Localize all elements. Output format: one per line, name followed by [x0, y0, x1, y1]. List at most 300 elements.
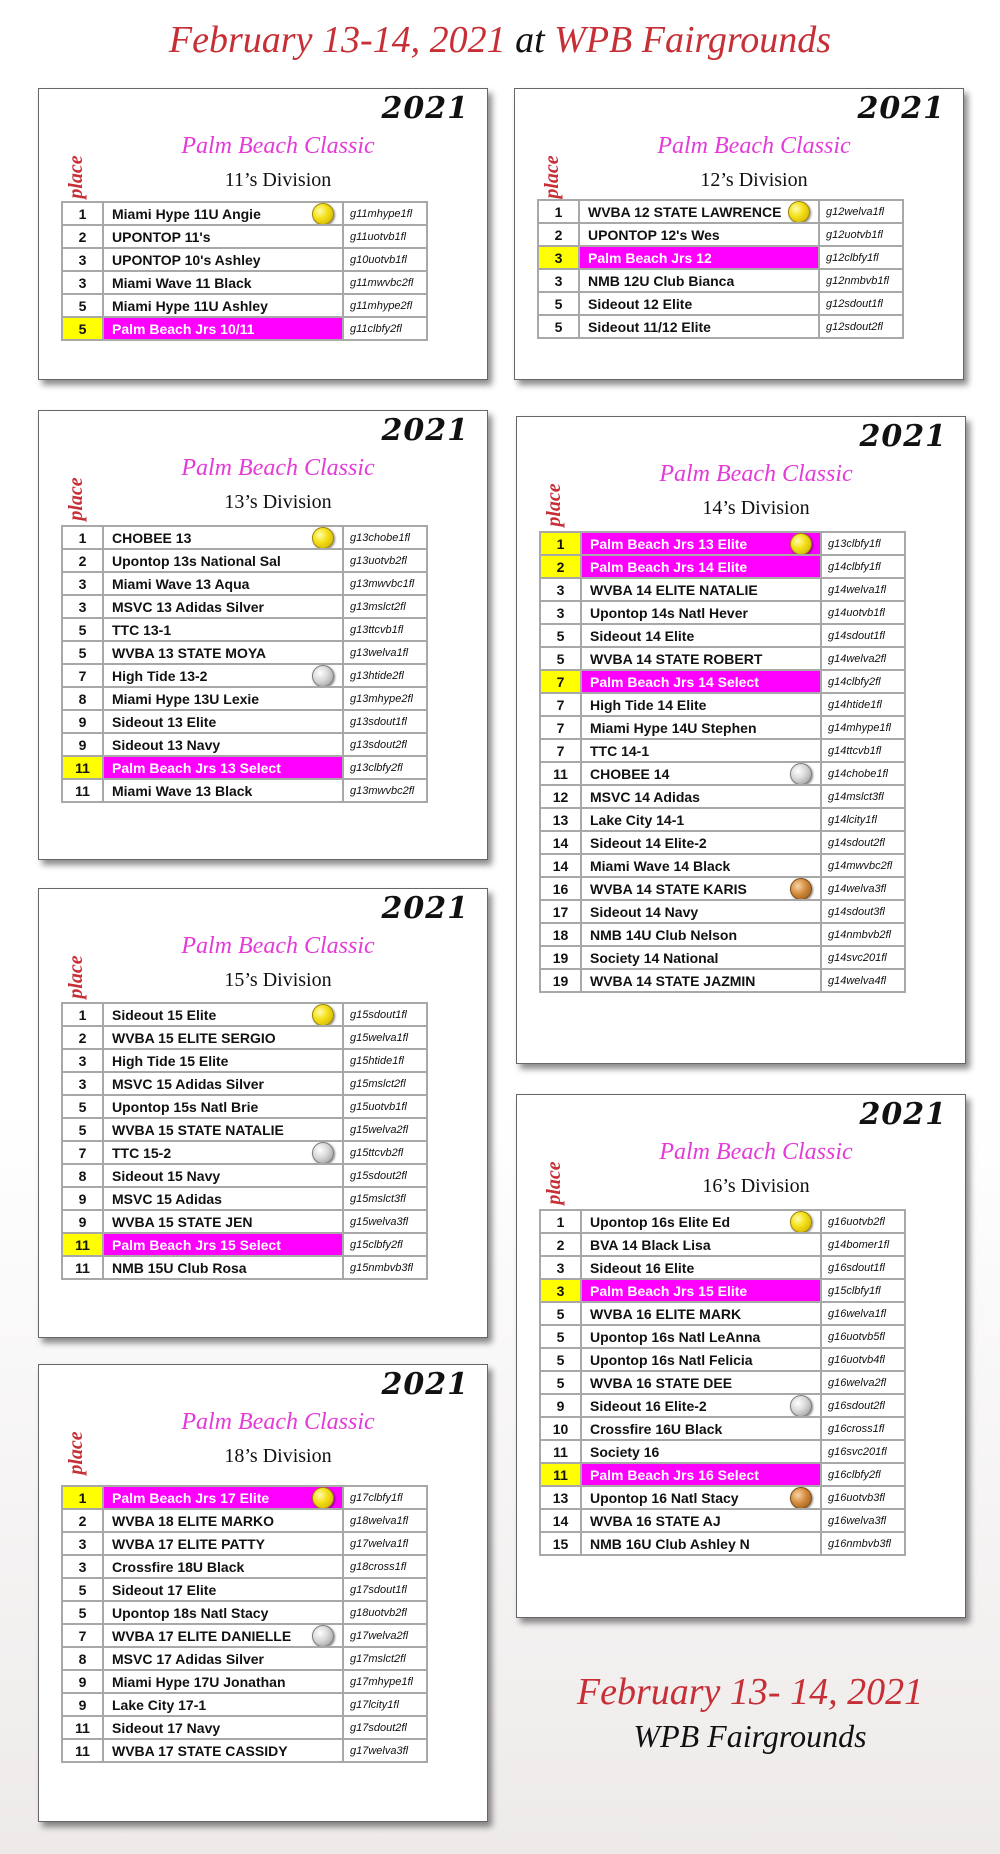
team-name: Upontop 16s Natl LeAnna	[590, 1328, 761, 1345]
team-cell	[581, 1256, 821, 1279]
result-row	[540, 1371, 905, 1394]
result-row	[62, 1693, 427, 1716]
team-cell	[581, 716, 821, 739]
team-code-cell: g14clbfy2fl	[821, 670, 905, 693]
team-code-cell: g15welva1fl	[343, 1026, 427, 1049]
place-cell: 3	[540, 578, 581, 601]
team-name: Upontop 16s Natl Felicia	[590, 1351, 753, 1368]
team-code-cell: g11uotvb1fl	[343, 225, 427, 248]
division-card-15	[38, 888, 488, 1338]
result-row	[540, 1532, 905, 1555]
team-cell	[581, 647, 821, 670]
team-name: Sideout 13 Elite	[112, 713, 217, 730]
result-row	[538, 315, 903, 338]
results-table	[539, 531, 906, 993]
result-row	[540, 647, 905, 670]
team-code-cell: g16welva3fl	[821, 1509, 905, 1532]
team-code-cell: g15mslct2fl	[343, 1072, 427, 1095]
result-row	[538, 200, 903, 223]
result-row	[62, 1555, 427, 1578]
team-code-cell: g14mwvbc2fl	[821, 854, 905, 877]
team-code-cell: g11mwvbc2fl	[343, 271, 427, 294]
place-cell: 5	[540, 647, 581, 670]
result-row	[540, 716, 905, 739]
result-row	[538, 269, 903, 292]
team-name: Sideout 17 Navy	[112, 1719, 221, 1736]
team-code-cell: g14ttcvb1fl	[821, 739, 905, 762]
result-row	[62, 687, 427, 710]
result-row	[62, 1210, 427, 1233]
team-code-cell: g14sdout1fl	[821, 624, 905, 647]
team-cell	[581, 785, 821, 808]
result-row	[62, 595, 427, 618]
place-cell: 9	[62, 1670, 103, 1693]
team-cell	[103, 202, 343, 225]
result-row	[540, 693, 905, 716]
team-cell	[103, 779, 343, 802]
title-at: at	[515, 19, 545, 61]
place-label: place	[65, 477, 87, 521]
team-code-cell: g16cross1fl	[821, 1417, 905, 1440]
team-name: Palm Beach Jrs 14 Select	[590, 673, 759, 690]
team-code-cell: g12sdout2fl	[819, 315, 903, 338]
team-name: TTC 13-1	[112, 621, 172, 638]
team-name: Society 16	[590, 1443, 660, 1460]
team-code-cell: g17sdout2fl	[343, 1716, 427, 1739]
team-cell	[581, 1486, 821, 1509]
team-code-cell: g15clbfy2fl	[343, 1233, 427, 1256]
team-code-cell: g14sdout2fl	[821, 831, 905, 854]
team-code-cell: g17welva2fl	[343, 1624, 427, 1647]
team-name: WVBA 16 STATE DEE	[590, 1374, 733, 1391]
place-cell: 7	[62, 1141, 103, 1164]
team-code-cell: g15uotvb1fl	[343, 1095, 427, 1118]
team-cell	[103, 1164, 343, 1187]
result-row	[62, 1716, 427, 1739]
result-row	[540, 1256, 905, 1279]
division-card-18	[38, 1364, 488, 1822]
team-code-cell: g17lcity1fl	[343, 1693, 427, 1716]
team-name: High Tide 14 Elite	[590, 696, 707, 713]
result-row	[62, 526, 427, 549]
result-row	[540, 1486, 905, 1509]
result-row	[62, 1164, 427, 1187]
gold-medal-icon	[312, 1004, 334, 1026]
team-cell	[103, 572, 343, 595]
place-cell: 9	[62, 1693, 103, 1716]
place-cell: 11	[540, 762, 581, 785]
team-name: Upontop 14s Natl Hever	[590, 604, 748, 621]
team-code-cell: g12clbfy1fl	[819, 246, 903, 269]
team-code-cell: g13htide2fl	[343, 664, 427, 687]
card-year: 2021	[859, 1097, 947, 1132]
team-name: Palm Beach Jrs 15 Elite	[590, 1282, 748, 1299]
team-code-cell: g11clbfy2fl	[343, 317, 427, 340]
team-cell	[103, 317, 343, 340]
place-cell: 11	[62, 1233, 103, 1256]
team-cell	[581, 693, 821, 716]
team-name: WVBA 15 STATE NATALIE	[112, 1121, 284, 1138]
place-cell: 3	[538, 269, 579, 292]
division-name: 11’s Division	[224, 169, 332, 191]
results-table	[61, 525, 428, 803]
bronze-medal-icon	[790, 1487, 812, 1509]
team-name: NMB 15U Club Rosa	[112, 1259, 247, 1276]
place-cell: 1	[62, 202, 103, 225]
place-cell: 5	[62, 641, 103, 664]
place-cell: 1	[62, 1486, 103, 1509]
result-row	[62, 271, 427, 294]
team-code-cell: g17welva3fl	[343, 1739, 427, 1762]
card-year: 2021	[859, 419, 947, 454]
team-name: Miami Hype 14U Stephen	[590, 719, 757, 736]
title-venue: WPB Fairgrounds	[554, 19, 832, 61]
team-code-cell: g14lcity1fl	[821, 808, 905, 831]
team-name: Miami Wave 14 Black	[590, 857, 731, 874]
result-row	[62, 1670, 427, 1693]
team-code-cell: g13clbfy1fl	[821, 532, 905, 555]
team-name: Upontop 15s Natl Brie	[112, 1098, 259, 1115]
team-code-cell: g14nmbvb2fl	[821, 923, 905, 946]
result-row	[540, 946, 905, 969]
team-code-cell: g13mwvbc2fl	[343, 779, 427, 802]
team-code-cell: g17clbfy1fl	[343, 1486, 427, 1509]
result-row	[62, 1187, 427, 1210]
team-code-cell: g13sdout2fl	[343, 733, 427, 756]
team-name: MSVC 15 Adidas	[112, 1190, 222, 1207]
team-code-cell: g14chobe1fl	[821, 762, 905, 785]
team-cell	[103, 595, 343, 618]
result-row	[538, 292, 903, 315]
silver-medal-icon	[312, 1142, 334, 1164]
team-name: Sideout 12 Elite	[588, 295, 693, 312]
team-name: Lake City 14-1	[590, 811, 685, 828]
team-code-cell: g14mslct3fl	[821, 785, 905, 808]
place-cell: 3	[62, 271, 103, 294]
silver-medal-icon	[790, 763, 812, 785]
team-cell	[103, 1187, 343, 1210]
gold-medal-icon	[312, 203, 334, 225]
result-row	[540, 1233, 905, 1256]
team-name: Upontop 13s National Sal	[112, 552, 281, 569]
team-name: Lake City 17-1	[112, 1696, 207, 1713]
place-cell: 7	[540, 693, 581, 716]
event-name: Palm Beach Classic	[181, 133, 375, 159]
result-row	[62, 779, 427, 802]
team-name: WVBA 16 STATE AJ	[590, 1512, 721, 1529]
team-name: Sideout 15 Elite	[112, 1006, 217, 1023]
team-cell	[103, 1670, 343, 1693]
team-cell	[103, 618, 343, 641]
team-cell	[581, 762, 821, 785]
place-cell: 1	[62, 1003, 103, 1026]
team-name: Sideout 14 Elite-2	[590, 834, 707, 851]
division-card-13	[38, 410, 488, 860]
title-date: February 13-14, 2021	[168, 19, 506, 61]
result-row	[540, 670, 905, 693]
team-code-cell: g16uotvb3fl	[821, 1486, 905, 1509]
team-cell	[579, 292, 819, 315]
team-cell	[581, 808, 821, 831]
team-code-cell: g11mhype1fl	[343, 202, 427, 225]
team-name: Crossfire 16U Black	[590, 1420, 723, 1437]
team-cell	[103, 1486, 343, 1509]
place-cell: 2	[62, 549, 103, 572]
place-cell: 11	[62, 1716, 103, 1739]
team-cell	[581, 1532, 821, 1555]
result-row	[62, 1049, 427, 1072]
team-cell	[581, 578, 821, 601]
place-cell: 2	[62, 1509, 103, 1532]
result-row	[62, 202, 427, 225]
result-row	[538, 246, 903, 269]
event-name: Palm Beach Classic	[181, 933, 375, 959]
page-title	[0, 18, 1000, 62]
result-row	[62, 1509, 427, 1532]
results-table	[537, 199, 904, 339]
place-cell: 3	[62, 248, 103, 271]
team-cell	[581, 1463, 821, 1486]
team-name: UPONTOP 10's Ashley	[112, 251, 261, 268]
result-row	[540, 1302, 905, 1325]
team-name: Palm Beach Jrs 13 Select	[112, 759, 281, 776]
team-code-cell: g14welva3fl	[821, 877, 905, 900]
team-cell	[103, 641, 343, 664]
place-cell: 16	[540, 877, 581, 900]
place-label: place	[65, 955, 87, 999]
team-cell	[103, 294, 343, 317]
place-cell: 12	[540, 785, 581, 808]
team-cell	[581, 1371, 821, 1394]
footer-venue: WPB Fairgrounds	[633, 1718, 867, 1754]
place-cell: 7	[62, 664, 103, 687]
team-code-cell: g15sdout2fl	[343, 1164, 427, 1187]
place-cell: 15	[540, 1532, 581, 1555]
place-cell: 5	[62, 1578, 103, 1601]
place-cell: 2	[62, 1026, 103, 1049]
team-name: Miami Hype 11U Angie	[112, 205, 261, 222]
team-name: Miami Hype 17U Jonathan	[112, 1673, 286, 1690]
team-code-cell: g15sdout1fl	[343, 1003, 427, 1026]
team-cell	[103, 225, 343, 248]
place-cell: 5	[62, 1118, 103, 1141]
team-name: High Tide 13-2	[112, 667, 208, 684]
team-name: Sideout 13 Navy	[112, 736, 221, 753]
team-code-cell: g14uotvb1fl	[821, 601, 905, 624]
team-name: Miami Wave 13 Aqua	[112, 575, 250, 592]
result-row	[62, 1256, 427, 1279]
team-code-cell: g12uotvb1fl	[819, 223, 903, 246]
results-table	[61, 201, 428, 341]
result-row	[62, 294, 427, 317]
team-code-cell: g16uotvb5fl	[821, 1325, 905, 1348]
team-code-cell: g16sdout1fl	[821, 1256, 905, 1279]
team-code-cell: g13mwvbc1fl	[343, 572, 427, 595]
team-cell	[581, 532, 821, 555]
team-cell	[103, 710, 343, 733]
team-cell	[103, 1647, 343, 1670]
team-name: MSVC 13 Adidas Silver	[112, 598, 264, 615]
team-cell	[103, 1624, 343, 1647]
place-cell: 1	[538, 200, 579, 223]
team-name: WVBA 17 ELITE PATTY	[112, 1535, 265, 1552]
team-name: WVBA 13 STATE MOYA	[112, 644, 267, 661]
team-code-cell: g16svc201fl	[821, 1440, 905, 1463]
place-cell: 5	[62, 317, 103, 340]
team-name: Upontop 16 Natl Stacy	[590, 1489, 739, 1506]
place-cell: 14	[540, 854, 581, 877]
team-code-cell: g18cross1fl	[343, 1555, 427, 1578]
team-code-cell: g17mhype1fl	[343, 1670, 427, 1693]
place-cell: 3	[538, 246, 579, 269]
place-cell: 11	[540, 1463, 581, 1486]
team-name: WVBA 14 STATE JAZMIN	[590, 972, 756, 989]
team-code-cell: g14welva1fl	[821, 578, 905, 601]
place-cell: 3	[540, 1256, 581, 1279]
team-name: Upontop 18s Natl Stacy	[112, 1604, 269, 1621]
place-cell: 8	[62, 1164, 103, 1187]
place-cell: 1	[62, 526, 103, 549]
team-code-cell: g14sdout3fl	[821, 900, 905, 923]
team-cell	[581, 1302, 821, 1325]
place-cell: 11	[62, 1256, 103, 1279]
team-name: WVBA 15 STATE JEN	[112, 1213, 253, 1230]
place-cell: 2	[538, 223, 579, 246]
team-code-cell: g15nmbvb3fl	[343, 1256, 427, 1279]
result-row	[62, 572, 427, 595]
team-cell	[103, 1233, 343, 1256]
place-cell: 5	[540, 1325, 581, 1348]
team-code-cell: g13ttcvb1fl	[343, 618, 427, 641]
team-code-cell: g14welva4fl	[821, 969, 905, 992]
place-label: place	[541, 155, 563, 199]
result-row	[540, 923, 905, 946]
team-name: Palm Beach Jrs 14 Elite	[590, 558, 748, 575]
team-cell	[581, 854, 821, 877]
result-row	[540, 1348, 905, 1371]
team-code-cell: g18uotvb2fl	[343, 1601, 427, 1624]
team-code-cell: g13mslct2fl	[343, 595, 427, 618]
result-row	[540, 739, 905, 762]
team-cell	[581, 601, 821, 624]
team-cell	[579, 246, 819, 269]
team-name: TTC 14-1	[590, 742, 650, 759]
place-cell: 13	[540, 808, 581, 831]
result-row	[540, 854, 905, 877]
team-name: UPONTOP 12's Wes	[588, 226, 720, 243]
team-name: NMB 14U Club Nelson	[590, 926, 738, 943]
team-cell	[103, 687, 343, 710]
result-row	[62, 1233, 427, 1256]
division-name: 16’s Division	[702, 1175, 810, 1197]
team-cell	[581, 1210, 821, 1233]
team-cell	[103, 1693, 343, 1716]
team-code-cell: g13clbfy2fl	[343, 756, 427, 779]
place-label: place	[543, 1161, 565, 1205]
results-table	[61, 1002, 428, 1280]
team-cell	[103, 1601, 343, 1624]
place-cell: 3	[62, 572, 103, 595]
team-cell	[581, 670, 821, 693]
team-code-cell: g14mhype1fl	[821, 716, 905, 739]
place-cell: 5	[62, 294, 103, 317]
silver-medal-icon	[312, 1625, 334, 1647]
team-name: Sideout 15 Navy	[112, 1167, 221, 1184]
team-code-cell: g14welva2fl	[821, 647, 905, 670]
result-row	[62, 1601, 427, 1624]
team-name: UPONTOP 11's	[112, 228, 211, 245]
result-row	[540, 785, 905, 808]
place-cell: 5	[62, 1601, 103, 1624]
team-cell	[579, 223, 819, 246]
result-row	[62, 618, 427, 641]
place-cell: 7	[62, 1624, 103, 1647]
place-cell: 11	[62, 756, 103, 779]
team-name: Miami Hype 13U Lexie	[112, 690, 260, 707]
team-name: BVA 14 Black Lisa	[590, 1236, 711, 1253]
place-cell: 18	[540, 923, 581, 946]
place-cell: 7	[540, 716, 581, 739]
result-row	[540, 877, 905, 900]
result-row	[540, 969, 905, 992]
result-row	[62, 1141, 427, 1164]
place-cell: 7	[540, 670, 581, 693]
team-code-cell: g15htide1fl	[343, 1049, 427, 1072]
result-row	[540, 624, 905, 647]
team-code-cell: g16clbfy2fl	[821, 1463, 905, 1486]
place-cell: 3	[62, 1049, 103, 1072]
place-label: place	[65, 1431, 87, 1475]
result-row	[62, 1739, 427, 1762]
team-cell	[579, 315, 819, 338]
place-cell: 2	[62, 225, 103, 248]
team-name: WVBA 14 STATE ROBERT	[590, 650, 763, 667]
result-row	[540, 555, 905, 578]
silver-medal-icon	[790, 1395, 812, 1417]
team-cell	[103, 1026, 343, 1049]
team-cell	[581, 1509, 821, 1532]
place-cell: 5	[540, 1302, 581, 1325]
place-label: place	[65, 155, 87, 199]
place-cell: 9	[62, 1187, 103, 1210]
team-cell	[103, 1555, 343, 1578]
division-name: 14’s Division	[702, 497, 810, 519]
team-name: MSVC 14 Adidas	[590, 788, 700, 805]
place-cell: 1	[540, 1210, 581, 1233]
card-year: 2021	[381, 91, 469, 126]
team-code-cell: g17sdout1fl	[343, 1578, 427, 1601]
result-row	[62, 1532, 427, 1555]
team-name: WVBA 12 STATE LAWRENCE	[588, 203, 782, 220]
team-cell	[103, 1072, 343, 1095]
team-name: Sideout 11/12 Elite	[588, 318, 711, 335]
team-cell	[579, 269, 819, 292]
team-code-cell: g12sdout1fl	[819, 292, 903, 315]
team-cell	[581, 831, 821, 854]
team-code-cell: g15welva3fl	[343, 1210, 427, 1233]
team-code-cell: g12nmbvb1fl	[819, 269, 903, 292]
result-row	[540, 1394, 905, 1417]
gold-medal-icon	[790, 1211, 812, 1233]
team-cell	[103, 1532, 343, 1555]
team-cell	[103, 756, 343, 779]
result-row	[62, 317, 427, 340]
team-code-cell: g14svc201fl	[821, 946, 905, 969]
place-cell: 19	[540, 946, 581, 969]
division-card-11	[38, 88, 488, 380]
team-cell	[103, 1118, 343, 1141]
team-name: WVBA 14 ELITE NATALIE	[590, 581, 758, 598]
